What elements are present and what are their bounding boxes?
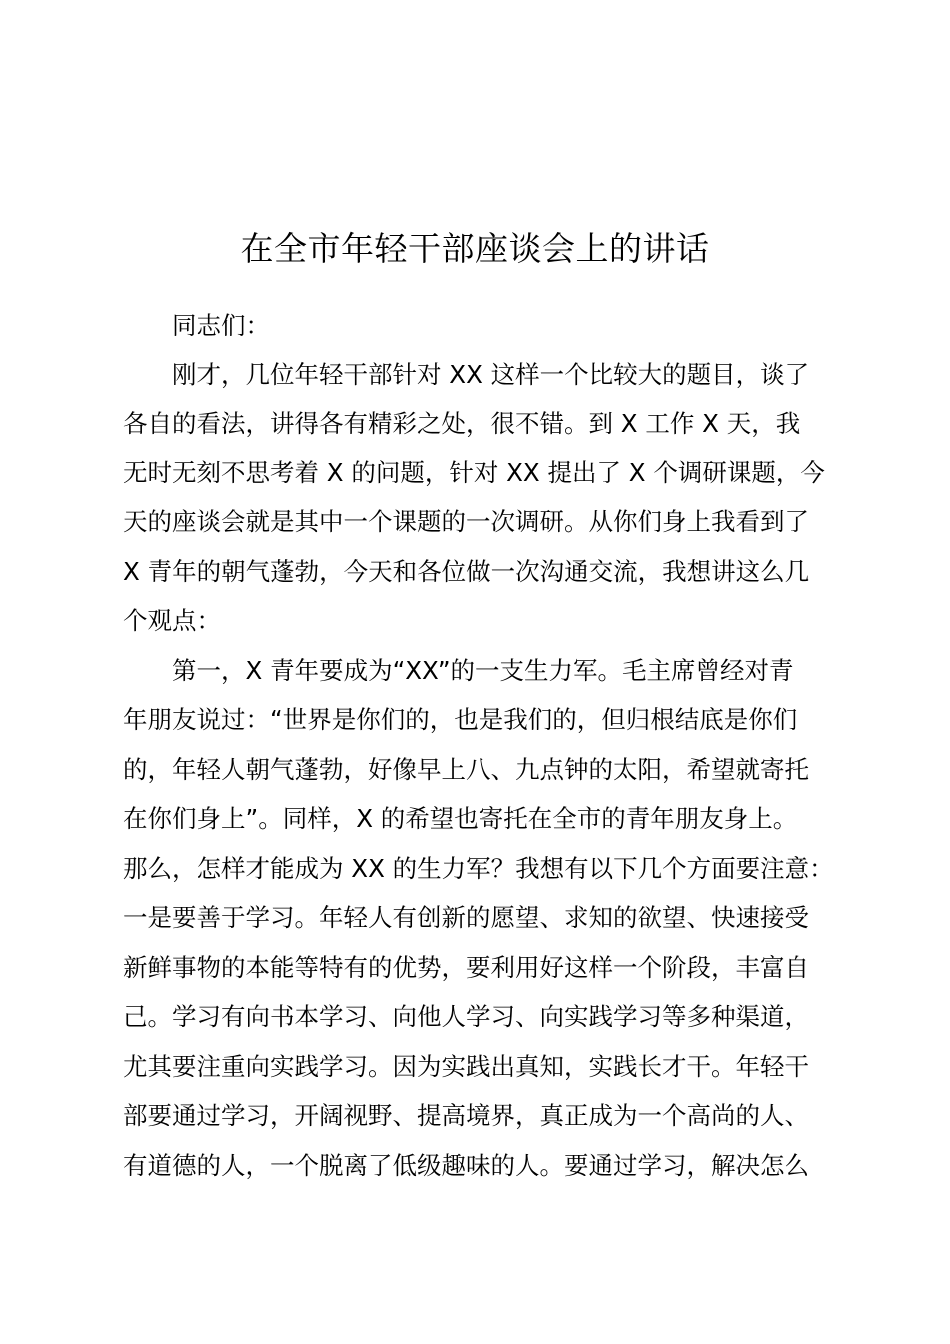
text-line: 有道德的人，一个脱离了低级趣味的人。要通过学习，解决怎么 bbox=[123, 1151, 809, 1180]
text-line: 新鲜事物的本能等特有的优势，要利用好这样一个阶段，丰富自 bbox=[123, 953, 809, 982]
text-line: 那么，怎样才能成为 XX 的生力军？我想有以下几个方面要注意： bbox=[123, 854, 834, 883]
text-line: 部要通过学习，开阔视野、提高境界，真正成为一个高尚的人、 bbox=[123, 1101, 809, 1130]
text-line: 的，年轻人朝气蓬勃，好像早上八、九点钟的太阳，希望就寄托 bbox=[123, 755, 809, 784]
text-line: 第一，X 青年要成为“XX”的一支生力军。毛主席曾经对青 bbox=[172, 656, 794, 685]
text-line: 天的座谈会就是其中一个课题的一次调研。从你们身上我看到了 bbox=[123, 507, 809, 536]
text-line: 个观点： bbox=[123, 606, 221, 635]
text-line: 在你们身上”。同样，X 的希望也寄托在全市的青年朋友身上。 bbox=[123, 804, 798, 833]
text-line: 无时无刻不思考着 X 的问题，针对 XX 提出了 X 个调研课题，今 bbox=[123, 458, 825, 487]
text-line: 各自的看法，讲得各有精彩之处，很不错。到 X 工作 X 天，我 bbox=[123, 409, 801, 438]
salutation-line: 同志们： bbox=[172, 311, 270, 340]
text-line: X 青年的朝气蓬勃，今天和各位做一次沟通交流，我想讲这么几 bbox=[123, 557, 810, 586]
text-line: 刚才，几位年轻干部针对 XX 这样一个比较大的题目，谈了 bbox=[172, 360, 810, 389]
text-line: 年朋友说过：“世界是你们的，也是我们的，但归根结底是你们 bbox=[123, 705, 798, 734]
text-line: 一是要善于学习。年轻人有创新的愿望、求知的欲望、快速接受 bbox=[123, 903, 809, 932]
document-title: 在全市年轻干部座谈会上的讲话 bbox=[240, 229, 710, 268]
text-line: 尤其要注重向实践学习。因为实践出真知，实践长才干。年轻干 bbox=[123, 1052, 809, 1081]
text-line: 己。学习有向书本学习、向他人学习、向实践学习等多种渠道， bbox=[123, 1002, 809, 1031]
